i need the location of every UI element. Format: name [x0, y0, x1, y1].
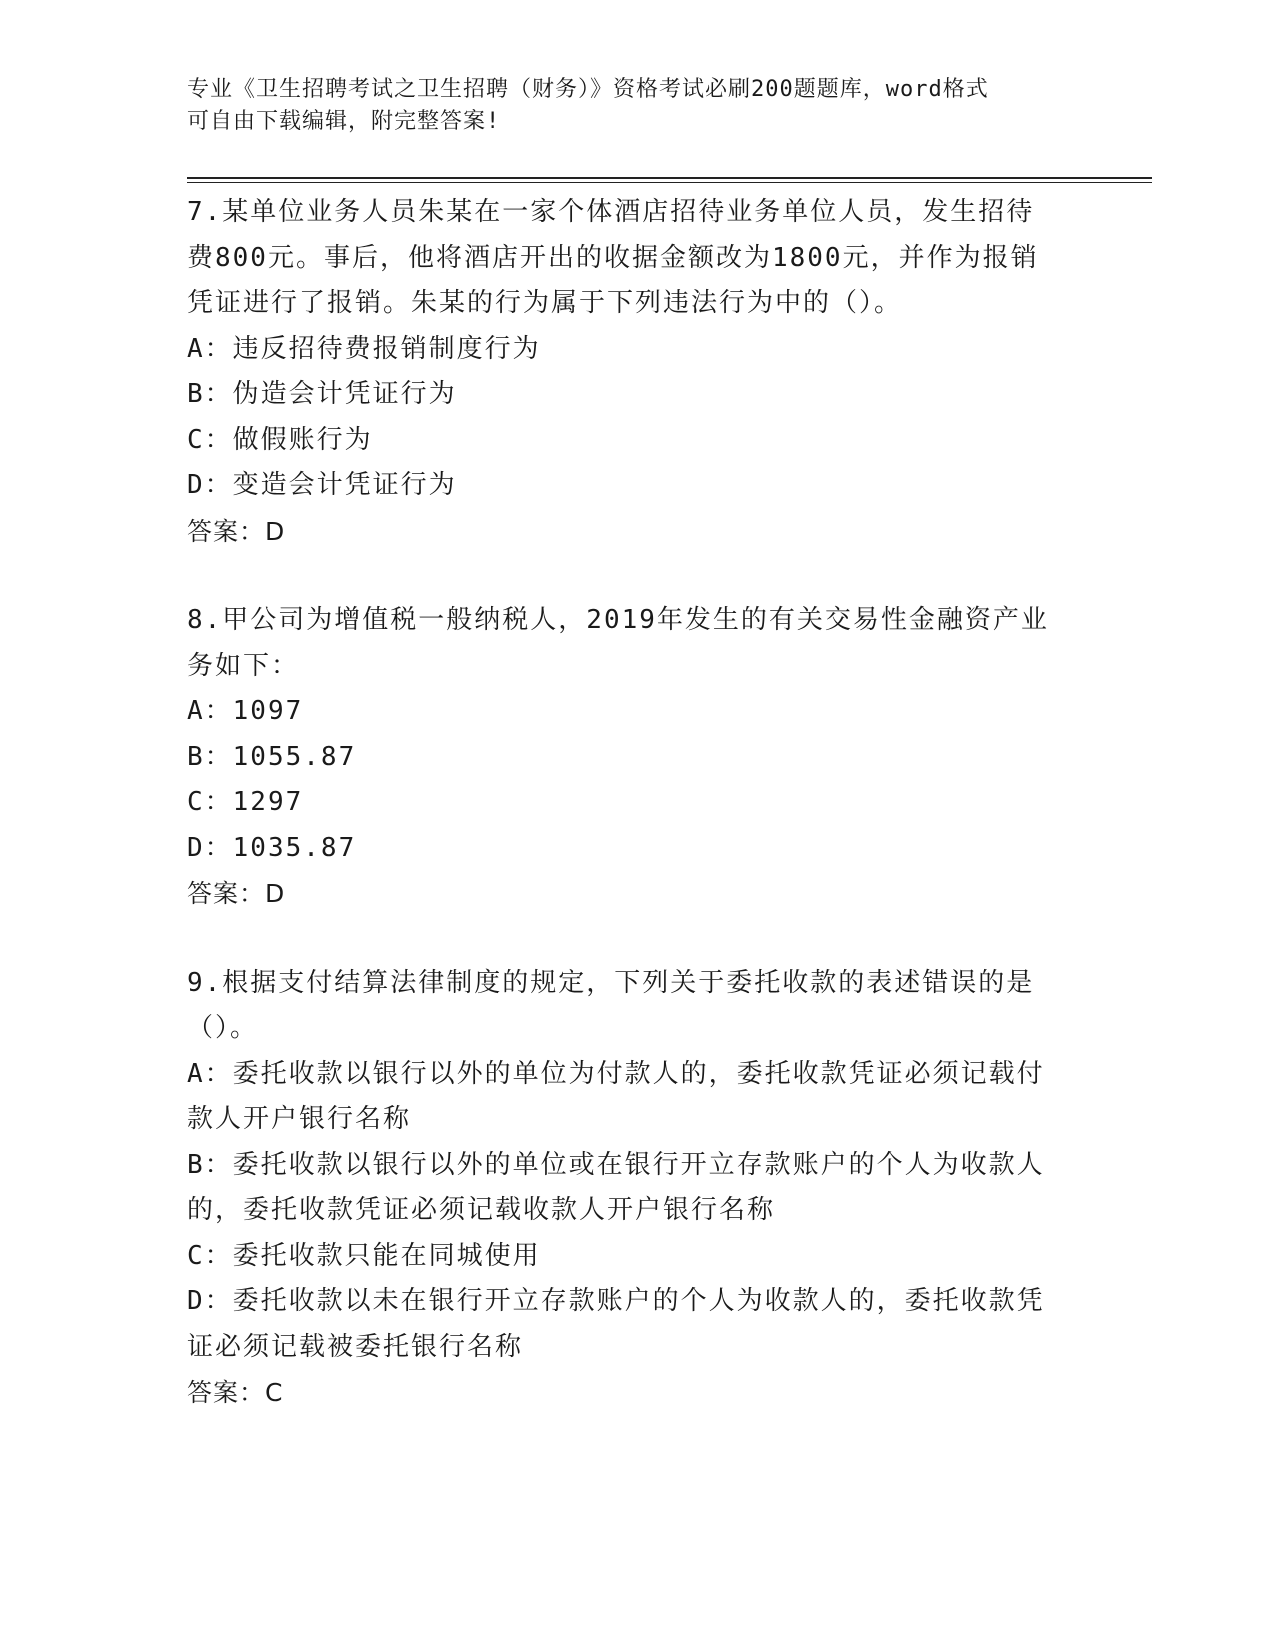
option-a: A：1097 [187, 696, 304, 726]
option-b: B：伪造会计凭证行为 [187, 379, 457, 409]
document-header [187, 74, 1067, 138]
option-d-continued: 证必须记载被委托银行名称 [187, 1331, 524, 1362]
option-b: B：1055.87 [187, 741, 357, 772]
option-c: C：1297 [187, 787, 304, 817]
question-7 [187, 190, 1087, 554]
question-text: 凭证进行了报销。朱某的行为属于下列违法行为中的（）。 [187, 288, 903, 318]
question-text: 费800元。事后，他将酒店开出的收据金额改为1800元，并作为报销 [187, 242, 1039, 273]
option-b-continued: 的，委托收款凭证必须记载收款人开户银行名称 [187, 1195, 776, 1225]
option-c: C：委托收款只能在同城使用 [187, 1240, 541, 1271]
spacer [187, 554, 1087, 598]
answer: 答案：D [187, 879, 286, 908]
header-divider [187, 182, 1152, 183]
question-text: （）。 [187, 1013, 259, 1043]
option-d: D：委托收款以未在银行开立存款账户的个人为收款人的，委托收款凭 [187, 1286, 1045, 1316]
question-text: 8.甲公司为增值税一般纳税人，2019年发生的有关交易性金融资产业 [187, 605, 1049, 635]
option-d: D：1035.87 [187, 832, 357, 863]
option-b: B：委托收款以银行以外的单位或在银行开立存款账户的个人为收款人 [187, 1149, 1045, 1180]
header-line: 专业《卫生招聘考试之卫生招聘（财务）》资格考试必刷200题题库，word格式 [187, 77, 989, 102]
option-a: A：违反招待费报销制度行为 [187, 333, 541, 364]
option-a: A：委托收款以银行以外的单位为付款人的，委托收款凭证必须记载付 [187, 1058, 1045, 1089]
option-d: D：变造会计凭证行为 [187, 470, 457, 500]
answer: 答案：D [187, 516, 286, 546]
question-text: 7.某单位业务人员朱某在一家个体酒店招待业务单位人员，发生招待 [187, 197, 1035, 227]
question-text: 9.根据支付结算法律制度的规定，下列关于委托收款的表述错误的是 [187, 967, 1035, 998]
spacer [187, 917, 1087, 961]
answer: 答案：C [187, 1378, 284, 1407]
question-9 [187, 961, 1087, 1416]
option-a-continued: 款人开户银行名称 [187, 1104, 412, 1134]
header-line: 可自由下载编辑，附完整答案! [187, 109, 501, 134]
question-8 [187, 598, 1087, 917]
header-divider [187, 177, 1152, 179]
question-list [187, 190, 1087, 1416]
option-c: C：做假账行为 [187, 424, 373, 455]
question-text: 务如下： [187, 650, 300, 681]
